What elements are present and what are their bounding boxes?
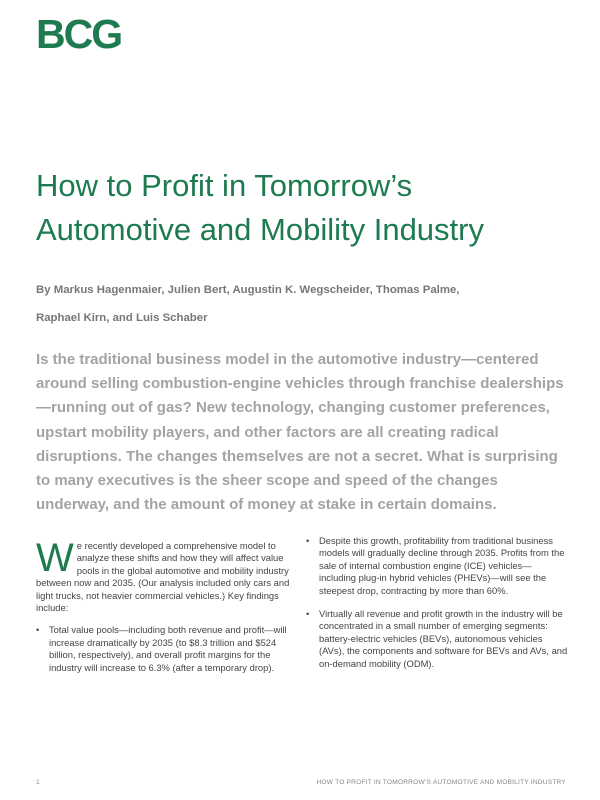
title-line-1: How to Profit in Tomorrow’s xyxy=(36,168,413,203)
bcg-logo-text: BCG xyxy=(36,14,122,52)
list-item xyxy=(306,608,568,670)
author-line-2: Raphael Kirn, and Luis Schaber xyxy=(36,312,208,324)
findings-list-left xyxy=(36,624,298,674)
article-title xyxy=(36,164,566,252)
list-item-text: Despite this growth, profitability from traditional business models will gradually decline through 2035. Profits from the sale of internal combustion engine (ICE) vehicles—including plug-in hybrid vehicles (PHEVs)—will see the steepest drop, contracting by more than 60%. xyxy=(319,535,565,596)
list-item-text: Total value pools—including both revenue and profit—will increase dramatically by 2035 (to $8.3 trillion and $524 billion, respectively), and overall profit margins for the industry will increase to 6.3% (after a temporary drop). xyxy=(49,624,287,673)
author-line-1: By Markus Hagenmaier, Julien Bert, Augustin K. Wegscheider, Thomas Palme, xyxy=(36,284,460,296)
intro-text: e recently developed a comprehensive model to analyze these shifts and how they will affect value pools in the global automotive and mobility industry between now and 2035. (Our analysis included only cars and light trucks, not heavier commercial vehicles.) Key findings include: xyxy=(36,540,290,614)
lede-paragraph: Is the traditional business model in the automotive industry—centered around selling combustion-engine vehicles through franchise dealerships—running out of gas? New technology, changing customer preferences, upstart mobility players, and other factors are all creating radical disruptions. The changes themselves are not a secret. What is surprising to many executives is the sheer scope and speed of the changes underway, and the amount of money at stake in certain domains. xyxy=(36,351,564,514)
bcg-logo xyxy=(36,14,132,52)
drop-cap: W xyxy=(36,536,74,580)
title-line-2: Automotive and Mobility Industry xyxy=(36,212,484,247)
bullet-icon: • xyxy=(306,608,310,620)
intro-paragraph xyxy=(36,536,298,614)
body-column-right xyxy=(306,535,568,681)
running-head: HOW TO PROFIT IN TOMORROW’S AUTOMOTIVE AND MOBILITY INDUSTRY xyxy=(316,779,566,786)
list-item-text: Virtually all revenue and profit growth in the industry will be concentrated in a small number of emerging segments: battery-electric vehicles (BEVs), autonomous vehicles (AVs), the components and software for BEVs and AVs, and on-demand mobility (ODM). xyxy=(319,608,568,669)
body-column-left xyxy=(36,536,298,685)
bullet-icon: • xyxy=(36,624,40,636)
author-byline xyxy=(36,276,566,332)
page-number: 1 xyxy=(36,779,40,786)
list-item xyxy=(306,535,568,597)
bullet-icon: • xyxy=(306,535,310,546)
findings-list-right xyxy=(306,535,568,670)
list-item xyxy=(36,624,298,674)
